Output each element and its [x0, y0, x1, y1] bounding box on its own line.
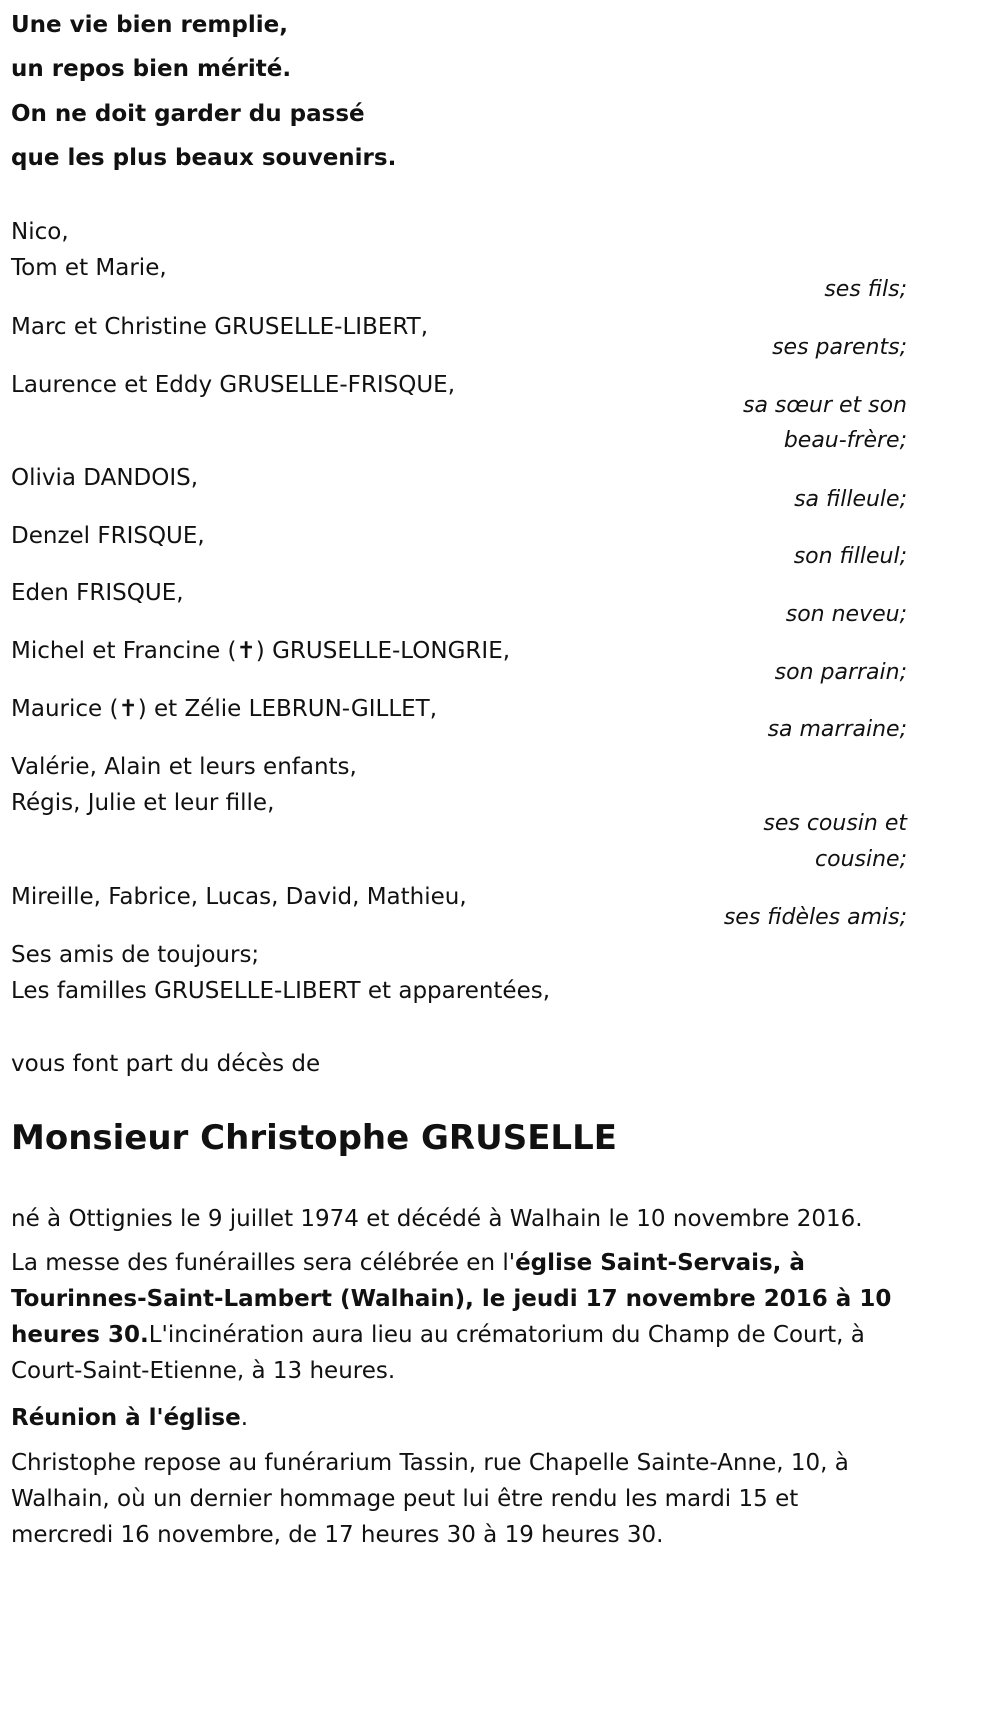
- family-name: Denzel FRISQUE,: [11, 523, 205, 549]
- poem-line-4: que les plus beaux souvenirs.: [11, 145, 397, 171]
- reunion-label: Réunion à l'église: [11, 1405, 241, 1431]
- cremation-info: L'incinération aura lieu au crématorium du Champ de Court, à Court-Saint-Etienne, à 13 heures.: [11, 1322, 865, 1384]
- family-name: Régis, Julie et leur fille,: [11, 790, 275, 816]
- poem-line-2: un repos bien mérité.: [11, 56, 292, 82]
- repose-paragraph: Christophe repose au funérarium Tassin, rue Chapelle Sainte-Anne, 10, à Walhain, où un dernier hommage peut lui être rendu les mardi 15 et mercredi 16 novembre, de 17 heures 30 à 19 heures 30.: [11, 1450, 849, 1548]
- family-relation: son filleul;: [793, 544, 907, 569]
- family-name: Michel et Francine (✝) GRUSELLE-LONGRIE,: [11, 638, 511, 664]
- family-name: Ses amis de toujours;: [11, 942, 260, 968]
- family-name: Les familles GRUSELLE-LIBERT et apparentées,: [11, 978, 551, 1004]
- family-relation: ses parents;: [772, 335, 907, 360]
- family-name: Tom et Marie,: [11, 255, 167, 281]
- poem-line-1: Une vie bien remplie,: [11, 12, 288, 38]
- announcement-text: vous font part du décès de: [11, 1051, 321, 1077]
- reunion-end: .: [240, 1405, 249, 1431]
- family-name: Olivia DANDOIS,: [11, 465, 199, 491]
- family-name: Valérie, Alain et leurs enfants,: [11, 754, 357, 780]
- funeral-paragraph: [11, 1245, 901, 1389]
- deceased-name: Monsieur Christophe GRUSELLE: [11, 1118, 617, 1158]
- family-relation: ses fidèles amis;: [723, 905, 907, 930]
- family-relation: sa filleule;: [794, 487, 907, 512]
- family-name: Maurice (✝) et Zélie LEBRUN-GILLET,: [11, 696, 438, 722]
- family-name: Eden FRISQUE,: [11, 580, 184, 606]
- family-name: Mireille, Fabrice, Lucas, David, Mathieu,: [11, 884, 467, 910]
- reunion-line: [11, 1402, 248, 1434]
- poem-line-3: On ne doit garder du passé: [11, 101, 365, 127]
- family-relation: son neveu;: [785, 602, 907, 627]
- family-relation: ses cousin et: [763, 811, 907, 836]
- funeral-location-date: église Saint-Servais, à Tourinnes-Saint-Lambert (Walhain), le jeudi 17 novembre 2016 à 10 heures 30.: [11, 1250, 892, 1348]
- family-relation: beau-frère;: [783, 428, 907, 453]
- family-name: Nico,: [11, 219, 69, 245]
- family-relation: son parrain;: [774, 660, 907, 685]
- family-name: Marc et Christine GRUSELLE-LIBERT,: [11, 314, 429, 340]
- funeral-intro: La messe des funérailles sera célébrée en l': [11, 1250, 516, 1276]
- family-relation: sa sœur et son: [742, 393, 907, 418]
- birth-death-line: né à Ottignies le 9 juillet 1974 et décédé à Walhain le 10 novembre 2016.: [11, 1206, 863, 1232]
- family-relation: ses fils;: [824, 277, 907, 302]
- family-name: Laurence et Eddy GRUSELLE-FRISQUE,: [11, 372, 456, 398]
- family-relation: sa marraine;: [767, 717, 907, 742]
- family-relation: cousine;: [815, 847, 907, 872]
